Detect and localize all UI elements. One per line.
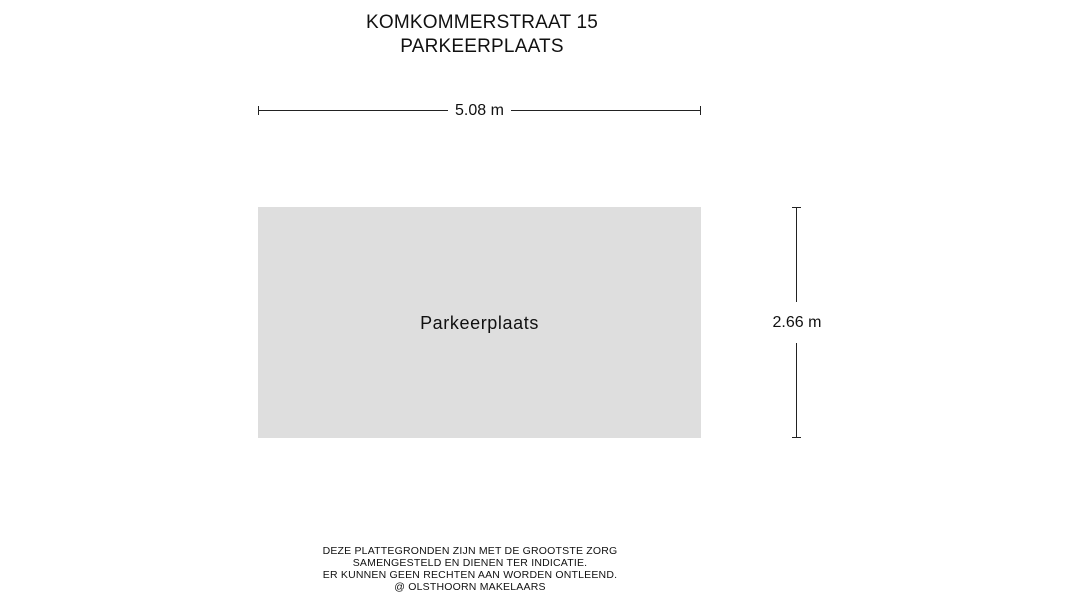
room-parkeerplaats — [258, 207, 701, 438]
depth-dimension-line-top — [796, 207, 797, 302]
width-dimension-label: 5.08 m — [455, 102, 504, 119]
disclaimer-line: @ OLSTHOORN MAKELAARS — [394, 581, 546, 593]
depth-dimension-line-bottom — [796, 343, 797, 438]
width-dimension-line-right — [511, 110, 701, 111]
depth-dimension — [760, 207, 834, 438]
width-dimension-end-tick — [700, 106, 701, 115]
depth-dimension-end-tick — [792, 437, 801, 438]
depth-dimension-label: 2.66 m — [772, 314, 822, 331]
disclaimer — [270, 545, 670, 593]
disclaimer-line: SAMENGESTELD EN DIENEN TER INDICATIE. — [352, 557, 588, 569]
address-title: KOMKOMMERSTRAAT 15 — [366, 12, 598, 33]
room-label: Parkeerplaats — [420, 313, 539, 333]
disclaimer-line: DEZE PLATTEGRONDEN ZIJN MET DE GROOTSTE ZORG — [322, 545, 618, 557]
plan-title — [282, 11, 682, 59]
width-dimension — [258, 101, 701, 121]
floor-title: PARKEERPLAATS — [400, 36, 564, 57]
disclaimer-line: ER KUNNEN GEEN RECHTEN AAN WORDEN ONTLEEND. — [322, 569, 618, 581]
